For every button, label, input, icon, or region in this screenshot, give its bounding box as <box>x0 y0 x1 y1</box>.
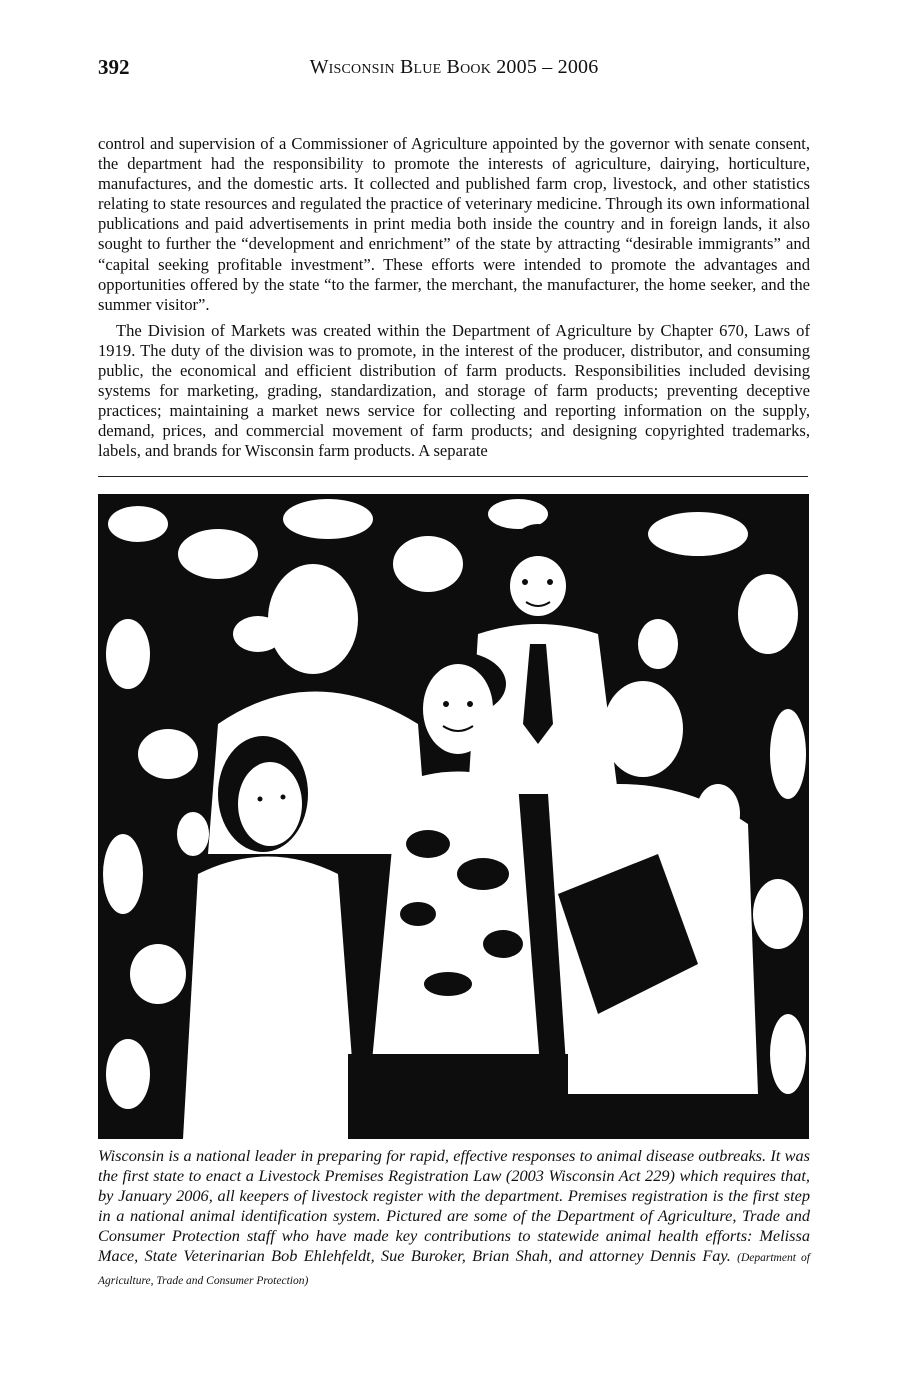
staff-photo <box>98 494 809 1139</box>
body-text <box>98 134 810 462</box>
page-header <box>98 52 810 82</box>
page-number: 392 <box>98 55 130 79</box>
paragraph: The Division of Markets was created within the Department of Agriculture by Chapter 670, Laws of 1919. The duty of the division was to promote, in the interest of the producer, distributor, and consuming public, the economical and efficient distribution of farm products. Responsibilities included devising systems for marketing, grading, standardization, and storage of farm products; preventing deceptive practices; maintaining a market news service for collecting and reporting information on the supply, demand, prices, and commercial movement of farm products; and designing copyrighted trademarks, labels, and brands for Wisconsin farm products. A separate <box>98 320 810 461</box>
section-rule <box>98 476 808 477</box>
photo-caption <box>98 1146 810 1291</box>
paragraph: control and supervision of a Commissioner of Agriculture appointed by the governor with senate consent, the department had the responsibility to promote the interests of agriculture, dairying, horticulture, manufactures, and the domestic arts. It collected and published farm crop, livestock, and other statistics relating to state resources and regulated the practice of veterinary medicine. Through its own informational publications and paid advertisements in print media both inside the country and in foreign lands, it also sought to further the “development and enrichment” of the state by attracting “desirable immigrants” and “capital seeking profitable investment”. These efforts were intended to promote the advantages and opportunities offered by the state “to the farmer, the merchant, the manufacturer, the home seeker, and the summer visitor”. <box>98 134 810 314</box>
photo-credit: (Department of Agriculture, Trade and Consumer Protection) <box>98 1252 810 1287</box>
running-head: Wisconsin Blue Book 2005 – 2006 <box>309 56 599 78</box>
caption-text: Wisconsin is a national leader in preparing for rapid, effective responses to animal disease outbreaks. It was the first state to enact a Livestock Premises Registration Law (2003 Wisconsin Act 229) which requires that, by January 2006, all keepers of livestock register with the department. Premises registration is the first step in a national animal identification system. Pictured are some of the Department of Agriculture, Trade and Consumer Protection staff who have made key contributions to statewide animal health efforts: Melissa Mace, State Veterinarian Bob Ehlehfeldt, Sue Buroker, Brian Shah, and attorney Dennis Fay. <box>98 1146 810 1266</box>
